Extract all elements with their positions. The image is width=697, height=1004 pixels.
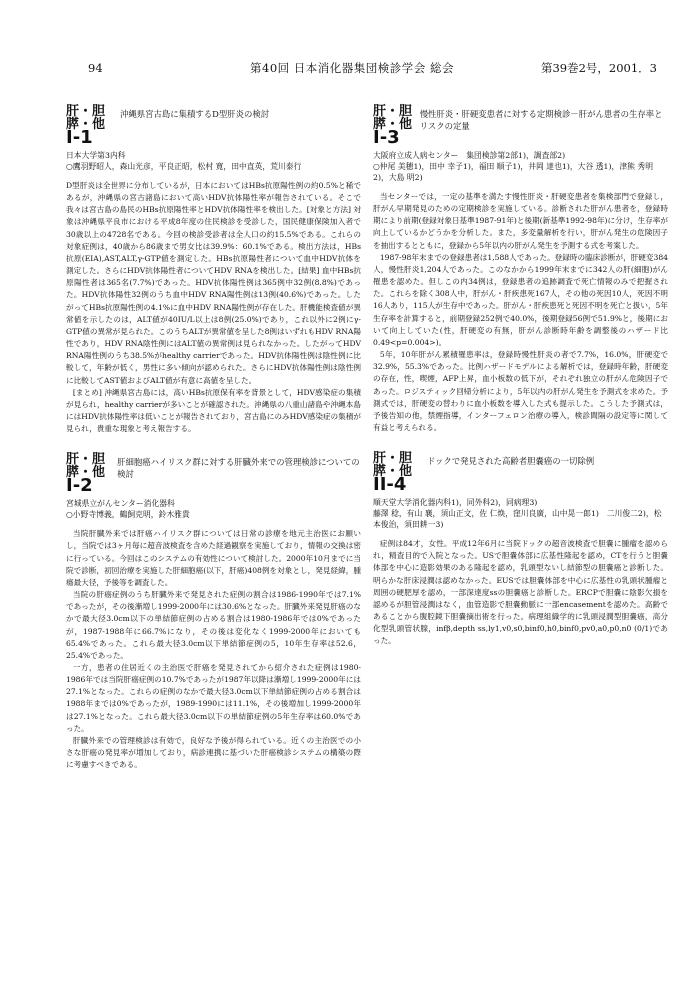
tag-label-2: 膵・他 I-1 — [66, 117, 106, 148]
abstract-header — [66, 452, 361, 497]
tag-label-2: 膵・他 I-2 — [66, 465, 106, 497]
tag-label-2: 膵・他 I-3 — [373, 117, 413, 148]
conference-title: 第40回 日本消化器集団検診学会 総会 — [250, 61, 454, 75]
paragraph: 5年，10年肝がん累積罹患率は，登録時慢性肝炎の者で7.7%，16.0%，肝硬変で32.9%，55.3%であった。比例ハザードモデルによる解析では，登録時年齢，肝硬変の存在，性，喫煙，AFP上昇，血小板数の低下が，それぞれ独立の肝がん危険因子であった。ロジスティック回帰分析により，5年以内の肝がん発生を予測式を求めた。予測式では，肝硬変の替わりに血小板数を導入した式も提示した。こうした予測式は，予後告知の他，禁煙指導，インターフェロン治療の導入，検診間隔の設定等に関して有益と考えられる。 — [373, 350, 668, 432]
page-number: 94 — [88, 61, 103, 75]
page-header — [40, 60, 657, 76]
left-column — [66, 105, 361, 789]
paragraph: 1987-98年末までの登録患者は1,588人であった。登録時の臨床診断が，肝硬変384人，慢性肝炎1,204人であった。このなかから1999年末までに342人の肝(細胞)がん罹患を認めた。但しこの内34例は，登録患者の追跡調査で死亡情報のみで把握された。これらを除く308人中，肝がん・肝疾患死167人，その他の死因10人，死因不明16人あり，115人が生存中であった。肝がん・肝疾患死と死因不明を死亡と扱い，5年生存率を計算すると，前期登録252例で40.0%，後期登録56例で51.9%と，後期において向上していた(性，肝硬変の有無，肝がん診断時年齢を調整後のハザード比0.49<p=0.004>)。 — [373, 252, 668, 347]
abstract-header — [66, 105, 361, 146]
abstract-I-3 — [373, 105, 668, 434]
section-tag — [66, 452, 111, 497]
affiliation: 大阪府立成人病センター 集団検診第2部1)，調査部2) — [373, 151, 566, 160]
tag-label-1: 肝・胆 — [66, 452, 106, 468]
abstract-title: 肝細胞癌ハイリスク群に対する肝臓外来での管理検診についての検討 — [117, 457, 360, 480]
paragraph: 症例は84才，女性。平成12年6月に当院ドックの超音波検査で胆嚢に腫瘤を認められ，精査目的で入院となった。USで胆嚢体部に広基性隆起を認め，CTを行うと胆嚢体部を中心に造影効果のある隆起を認め，乳頭型ないし結節型の胆嚢癌と診断した。明らかな肝床浸潤は認めなかった。EUSでは胆嚢体部を中心に広基性の乳頭状腫瘤と周囲の硬肥厚を認め，一部深達度ssの胆嚢癌と診断した。ERCPで胆嚢に陰影欠損を認めるが胆管浸潤はなく，血管造影で胆嚢動脈に一部encasementを認めた。高齢であることから腹腔鏡下胆嚢摘出術を行った。病理組織学的に乳頭浸潤型胆嚢癌，高分化型乳頭管状腺，infβ,depth ss,ly1,v0,s0,binf0,h0,binf0,pv0,a0,p0,n0 (0/1)であった。 — [373, 539, 668, 646]
abstract-body — [373, 538, 668, 647]
abstract-number: I-2 — [66, 475, 93, 497]
affiliation: 宮城県立がんセンター消化器科 — [66, 499, 175, 509]
paragraph: 当センターでは，一定の基準を満たす慢性肝炎・肝硬変患者を集検部門で登録し，肝がん早期発見のための定期検診を実施している。診断された肝がん患者を，登録時期により前期(登録対象日基準1987-91年)と後期(新基準1992-98年)に分け，生存率が向上しているかどうかを分析した。また，多変量解析を行い，肝がん発生の危険因子を抽出するとともに，登録から5年以内の肝がん発生を予測する式を考案した。 — [373, 192, 668, 250]
abstract-II-4 — [373, 452, 668, 647]
abstract-title: 沖縄県宮古島に集積するD型肝炎の検討 — [120, 109, 270, 119]
abstract-number: I-3 — [373, 127, 400, 148]
abstract-I-1 — [66, 105, 361, 435]
abstract-header — [373, 105, 668, 146]
abstract-title: ドックで発見された高齢者胆嚢癌の一切除例 — [427, 456, 595, 467]
abstract-I-2 — [66, 453, 361, 771]
affiliation: 順天堂大学消化器内科1)，同外科2)，同病理3) — [373, 498, 538, 508]
authors: ○仲尾 美穂1)，田中 幸子1)，福田 順子1)，井岡 達也1)，大谷 透1)，津熊 秀明2)，大島 明2) — [373, 162, 653, 182]
authors: 藤澤 稔，有山 襄，須山正文，佐 仁焕，窪川良廣，山中晃一郎1) 二川俊二2)，松本俊治，須田耕一3) — [373, 509, 662, 530]
tag-label-1: 肝・胆 — [66, 104, 106, 119]
tag-label-1: 肝・胆 — [373, 104, 413, 119]
section-tag — [373, 451, 421, 496]
paragraph: D型肝炎は全世界に分布しているが，日本においてはHBs抗原陽性例の約0.5%と稀であるが，沖縄県の宮古諸島において高いHDV抗体陽性率が報告されている。そこで我々は宮古島の島民のHBs抗原陽性率とHDV抗体陽性率を検出した。[対象と方法] 対象は沖縄県平良市における平成8年度の住民検診を受診した，国民健康保険加入者で30歳以上の4728名である。今回の検診受診者は全人口の約15.5%である。これらの対象症例は，40歳から86歳まで男女比は39.9%：60.1%である。検出方法は，HBs抗原(EIA),AST,ALT,γ-GTP値を測定した。HBs抗原陽性者について血中HDV抗体を測定した。さらにHDV抗体陽性者についてHDV RNAを検出した。[結果] 血中HBs抗原陽性者は365名(7.7%)であった。HDV抗体陽性例は365例中32例(8.8%)であった。HDV抗体陽性32例のうち血中HDV RNA陽性例は13例(40.6%)であった。したがってHBs抗原陽性例の4.1%に血中HDV RNA陽性例が存在した。肝機能検査値が異常値を示したのは，ALT値が40IU/L以上は8例(25.0%)であり，これ以外に2例にγ-GTP値の異常が見られた。このうちALTが異常値を呈した8例はいずれもHDV RNA陽性であり，HDV RNA陰性例にはALT値の異常例は見られなかった。したがってHDV RNA陽性例のうち38.5%がhealthy carrierであった。HDV抗体陽性例は陰性例に比較して，年齢が低く，男性に多い傾向が認められた。さらにHDV抗体陽性例は陰性例に比較してAST値およびALT値が有意に高値を呈した。 — [66, 181, 361, 385]
section-tag — [373, 105, 414, 146]
abstract-number: II-4 — [373, 474, 407, 496]
volume-info: 第39巻2号，2001．3 — [540, 61, 657, 75]
right-column — [373, 105, 668, 666]
abstract-body — [66, 528, 361, 771]
abstract-number: I-1 — [66, 127, 93, 148]
paragraph: 一方，患者の住居近くの主治医で肝癌を発見されてから紹介された症例は1980-1986年では当院肝癌症例の10.7%であったが1987年以降は漸増し1999-2000年には27.1%となった。これらの症例のなかで最大径3.0cm以下単結節症例の占める割合は1988年までは0%であったが，1989-1990には11.1%，その後増加し1999-2000年は27.1%となった。これら最大径3.0cm以下の単結節症例の5年生存率は60.0%であった。 — [66, 663, 361, 733]
paragraph: 当院肝臓外来では肝癌ハイリスク群については日常の診療を地元主治医にお願いし，当院では3ヶ月毎に超音波検査を含めた経過観察を実施しており，情報の交換は密に行っている。今回はこのシステムの有効性について検討した。2000年10月までに当院で診断，初回治療を実施した肝細胞癌(以下，肝癌)408例を対象とし，発見経緯，腫瘍最大径，予後等を調査した。 — [66, 529, 361, 587]
affiliation: 日本大学第3内科 — [66, 151, 126, 160]
paragraph: 肝臓外来での管理検診は有効で，良好な予後が得られている。近くの主治医での小さな肝癌の発見率が増加しており，病診連携に基づいた肝癌検診システムの構築の際に考慮すべきである。 — [66, 735, 361, 770]
tag-label-1: 肝・胆 — [373, 451, 413, 467]
section-tag — [66, 105, 114, 146]
abstract-header — [373, 451, 668, 496]
abstract-title: 慢性肝炎・肝硬変患者に対する定期検診－肝がん患者の生存率とリスクの定量 — [419, 109, 663, 131]
paragraph: [まとめ] 沖縄県宮古島には，高いHBs抗原保有率を背景として，HDV感染症の集積が見られ，healthy carrierが多いことが確認された。沖縄県の八重山諸島や沖縄本島にはHDV抗体陽性率は低いことが報告されており，宮古島にのみHDV感染症の集積が見られ，貴重な現象と考え報告する。 — [66, 387, 361, 434]
authors: ○鷹羽野昭人，森山光彦，平良正昭，松村 寛，田中直英，荒川泰行 — [66, 162, 302, 171]
tag-label-2: 膵・他 II-4 — [373, 464, 413, 496]
abstract-body — [373, 191, 668, 434]
paragraph: 当院の肝癌症例のうち肝臓外来で発見された症例の割合は1986-1990年では7.1%であったが，その後漸増し1999-2000年には30.6%となった。肝臓外来発見肝癌のなかで最大径3.0cm以下の単結節症例の占める割合は1980-1986年では0%であったが，1987-1988年に66.7%になり，その後は変化なく1999-2000年においても65.4%であった。これら最大径3.0cm以下単結節症例の5，10年生存率は52.6，25.4%であった。 — [66, 590, 361, 660]
authors: ○小野寺博義，鶴飼克明，鈴木雅貴 — [66, 510, 190, 520]
abstract-body — [66, 180, 361, 435]
